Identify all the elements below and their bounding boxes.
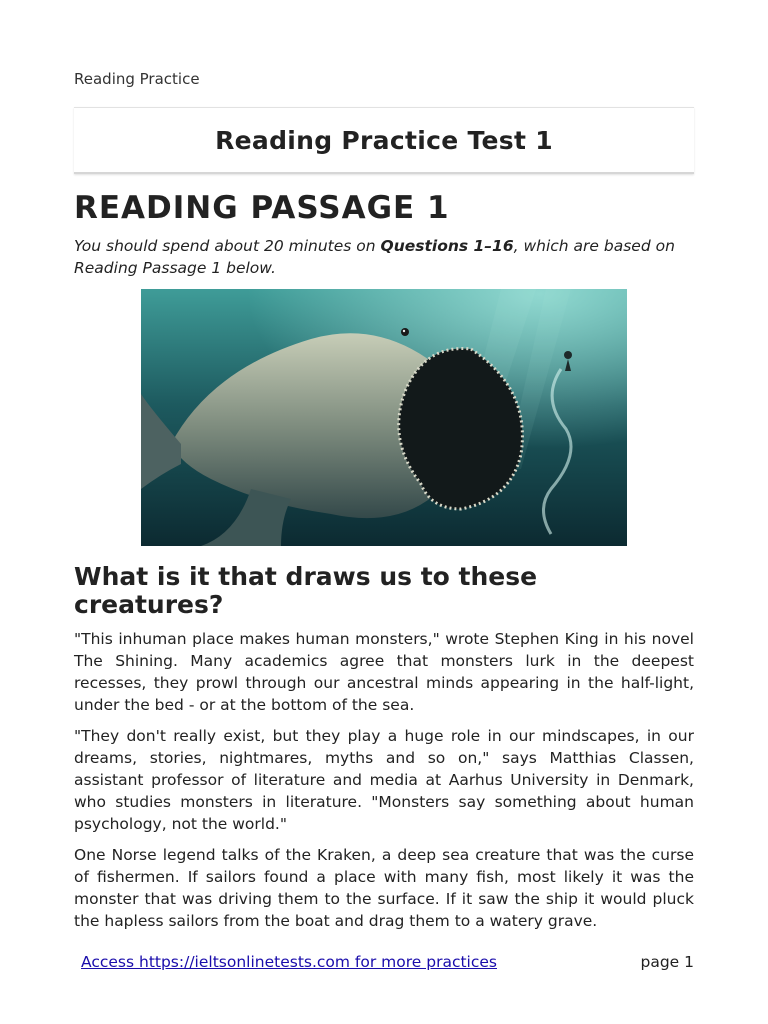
footer-practice-link[interactable]: Access https://ieltsonlinetests.com for more practices xyxy=(81,953,497,971)
instruction-questions: Questions 1–16 xyxy=(380,237,514,255)
page-number: page 1 xyxy=(640,953,694,971)
article-paragraph: "This inhuman place makes human monsters," wrote Stephen King in his novel The Shining. Many academics agree that monsters lurk in the deepest recesses, they prowl through our ancestral minds appearing in the half-light, under the bed - or at the bottom of the sea. xyxy=(74,630,694,714)
page-title: Reading Practice Test 1 xyxy=(215,125,553,155)
title-banner xyxy=(74,107,694,174)
instruction-text-end: , which are based on Reading Passage 1 below. xyxy=(74,237,675,277)
article-paragraph: "They don't really exist, but they play a huge role in our mindscapes, in our dreams, stories, nightmares, myths and so on," says Matthias Classen, assistant professor of literature and media at Aarhus University in Denmark, who studies monsters in literature. "Monsters say something about human psychology, not the world." xyxy=(74,727,694,833)
passage-heading: READING PASSAGE 1 xyxy=(74,190,450,226)
article-paragraph: One Norse legend talks of the Kraken, a deep sea creature that was the curse of fishermen. If sailors found a place with many fish, most likely it was the monster that was driving them to the surface. If it saw the ship it would pluck the hapless sailors from the boat and drag them to a watery grave. xyxy=(74,846,694,930)
article-title: What is it that draws us to these creatures? xyxy=(74,562,538,619)
article-body xyxy=(74,628,694,941)
header-label: Reading Practice xyxy=(74,70,200,88)
instruction-text-start: You should spend about 20 minutes on xyxy=(74,237,381,255)
passage-instruction xyxy=(74,235,694,279)
sea-monster-illustration xyxy=(141,289,627,546)
